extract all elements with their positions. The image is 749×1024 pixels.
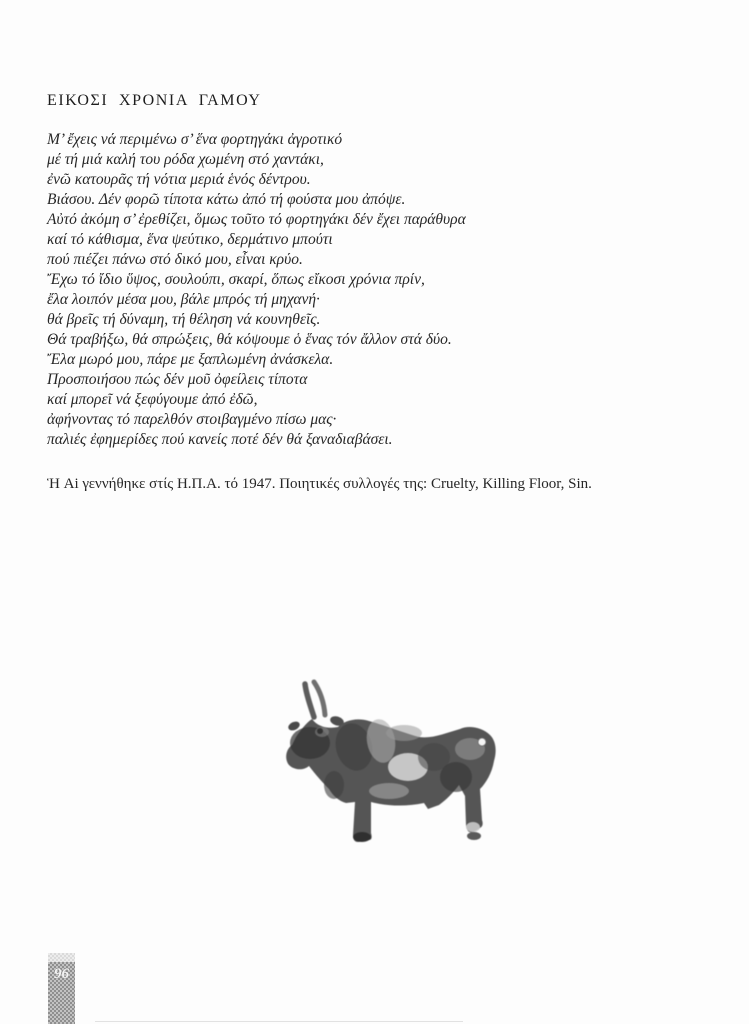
scan-edge-line bbox=[95, 1021, 463, 1022]
author-note: Ἡ Ai γεννήθηκε στίς Η.Π.Α. τό 1947. Ποιητικές συλλογές της: Cruelty, Killing Floor, Sin. bbox=[47, 476, 592, 492]
poem-line: Προσποιήσου πώς δέν μοῦ ὀφείλεις τίποτα bbox=[47, 371, 308, 388]
poem-line: ἐνῶ κατουρᾶς τή νότια μεριά ἑνός δέντρου. bbox=[47, 171, 311, 188]
poem-line: Μ’ ἔχεις νά περιμένω σ’ ἕνα φορτηγάκι ἀγροτικό bbox=[47, 131, 343, 148]
poem-line: καί τό κάθισμα, ἕνα ψεύτικο, δερμάτινο μπούτι bbox=[47, 231, 333, 248]
page-number-texture-strip bbox=[48, 953, 75, 962]
poem-line: μέ τή μιά καλή του ρόδα χωμένη στό χαντάκι, bbox=[47, 151, 324, 168]
poem-line: Ἔλα μωρό μου, πάρε με ξαπλωμένη ἀνάσκελα. bbox=[47, 351, 334, 368]
poem-body bbox=[47, 130, 466, 450]
poem-line: ἀφήνοντας τό παρελθόν στοιβαγμένο πίσω μας· bbox=[47, 411, 337, 428]
bull-figurine-photo bbox=[284, 677, 499, 849]
bull-figurine-icon bbox=[284, 677, 499, 849]
poem-line: θά βρεῖς τή δύναμη, τή θέληση νά κουνηθεῖς. bbox=[47, 311, 321, 328]
poem-line: πού πιέζει πάνω στό δικό μου, εἶναι κρύο. bbox=[47, 251, 303, 268]
poem-line: Αὐτό ἀκόμη σ’ ἐρεθίζει, ὅμως τοῦτο τό φορτηγάκι δέν ἔχει παράθυρα bbox=[47, 211, 466, 228]
poem-line: καί μπορεῖ νά ξεφύγουμε ἀπό ἐδῶ, bbox=[47, 391, 258, 408]
poem-line: Θά τραβήξω, θά σπρώξεις, θά κόψουμε ὁ ἕνας τόν ἄλλον στά δύο. bbox=[47, 331, 452, 348]
poem-title: ΕΙΚΟΣΙ ΧΡΟΝΙΑ ΓΑΜΟΥ bbox=[47, 92, 262, 109]
poem-line: Βιάσου. Δέν φορῶ τίποτα κάτω ἀπό τή φούστα μου ἀπόψε. bbox=[47, 191, 406, 208]
poem-line: ἔλα λοιπόν μέσα μου, βάλε μπρός τή μηχανή· bbox=[47, 291, 320, 308]
page-number: 96 bbox=[54, 966, 69, 982]
poem-line: παλιές ἐφημερίδες πού κανείς ποτέ δέν θά ξαναδιαβάσει. bbox=[47, 431, 393, 448]
page-number-block bbox=[48, 962, 75, 1024]
poem-line: Ἔχω τό ἴδιο ὕψος, σουλούπι, σκαρί, ὅπως εἴκοσι χρόνια πρίν, bbox=[47, 271, 425, 288]
